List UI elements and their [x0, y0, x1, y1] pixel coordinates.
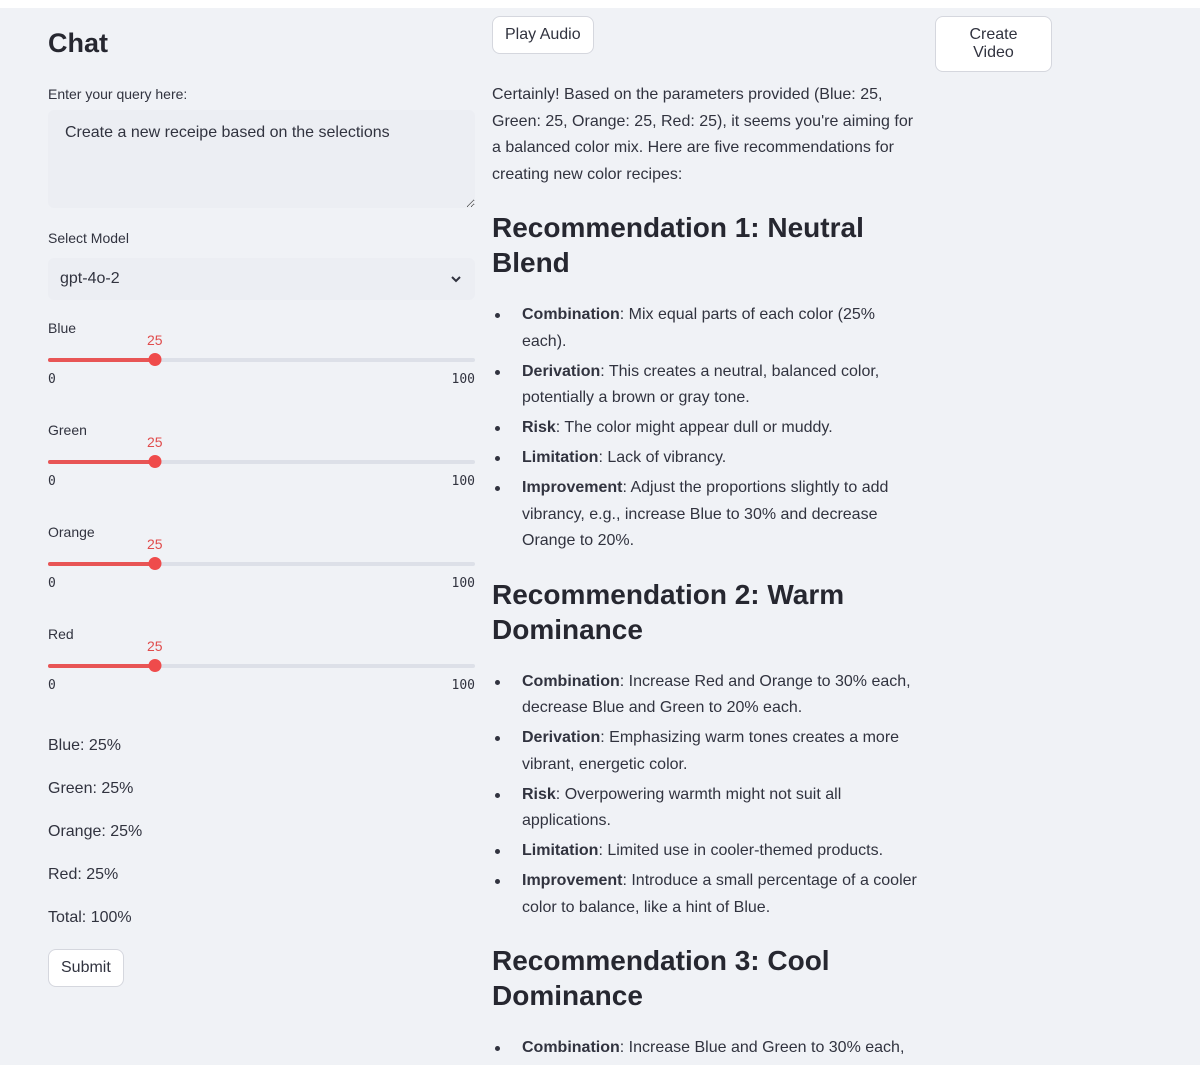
slider-label: Orange: [48, 524, 95, 540]
recommendation-list: [492, 302, 922, 555]
item-text: : Introduce a small percentage of a cooler color to balance, like a hint of Blue.: [522, 872, 917, 916]
stat-line: Orange: 25%: [48, 823, 143, 840]
slider-value: 25: [146, 638, 163, 654]
list-item: [492, 725, 922, 778]
item-text: : Emphasizing warm tones creates a more vibrant, energetic color.: [522, 729, 900, 773]
recommendations: [492, 210, 922, 1062]
model-value: gpt-4o-2: [60, 270, 120, 287]
item-term: Improvement: [522, 872, 623, 889]
item-text: : This creates a neutral, balanced color, potentially a brown or gray tone.: [522, 362, 880, 406]
response-panel: [492, 8, 1018, 1065]
top-bar: [0, 0, 1200, 8]
slider-fill: [48, 460, 155, 464]
list-item: [492, 669, 922, 722]
item-term: Risk: [522, 785, 556, 803]
slider-red[interactable]: [48, 626, 475, 728]
recommendation-title: Recommendation 1: Neutral Blend: [492, 212, 864, 278]
model-select[interactable]: [48, 258, 475, 300]
item-term: Combination: [522, 306, 620, 323]
slider-max: 100: [451, 678, 475, 693]
item-text: : The color might appear dull or muddy.: [555, 419, 833, 436]
model-label: Select Model: [48, 230, 129, 246]
slider-track[interactable]: [48, 562, 475, 566]
slider-min: 0: [48, 678, 56, 693]
slider-fill: [48, 664, 155, 668]
item-term: Improvement: [522, 479, 623, 496]
item-term: Risk: [522, 419, 556, 436]
submit-button[interactable]: Submit: [48, 949, 124, 987]
list-item: [492, 475, 922, 555]
item-text: : Mix equal parts of each color (25% each).: [522, 306, 875, 350]
item-term: Limitation: [522, 449, 599, 466]
stat-line: Red: 25%: [48, 866, 119, 883]
slider-max: 100: [451, 474, 475, 489]
slider-fill: [48, 358, 155, 362]
slider-thumb[interactable]: [148, 659, 161, 672]
recommendation-title: Recommendation 3: Cool Dominance: [492, 945, 830, 1011]
slider-fill: [48, 562, 155, 566]
page-title: Chat: [48, 28, 108, 58]
slider-value: 25: [146, 536, 163, 552]
item-text: : Increase Blue and Green to 30% each,: [619, 1039, 905, 1056]
list-item: [492, 415, 922, 442]
list-item: [492, 359, 922, 412]
item-term: Combination: [522, 672, 620, 690]
chat-panel: [48, 8, 475, 987]
item-text: : Overpowering warmth might not suit all applications.: [522, 785, 842, 829]
slider-min: 0: [48, 372, 56, 387]
item-text: : Adjust the proportions slightly to add vibrancy, e.g., increase Blue to 30% and decrease Orange to 20%.: [522, 479, 889, 549]
play-audio-button[interactable]: Play Audio: [492, 16, 594, 54]
slider-value: 25: [146, 434, 163, 450]
slider-thumb[interactable]: [148, 557, 161, 570]
slider-track[interactable]: [48, 358, 475, 362]
item-term: Derivation: [522, 729, 601, 746]
slider-max: 100: [451, 576, 475, 591]
slider-min: 0: [48, 474, 56, 489]
stat-line: Total: 100%: [48, 909, 132, 926]
list-item: [492, 782, 922, 835]
slider-thumb[interactable]: [148, 455, 161, 468]
chevron-down-icon: [449, 272, 463, 286]
item-term: Derivation: [522, 362, 601, 380]
list-item: [492, 838, 922, 865]
recommendation-list: [492, 669, 922, 922]
stats: [48, 736, 475, 951]
list-item: [492, 445, 922, 472]
slider-green[interactable]: [48, 422, 475, 524]
slider-thumb[interactable]: [148, 353, 161, 366]
item-text: : Lack of vibrancy.: [598, 449, 727, 466]
recommendation-title: Recommendation 2: Warm Dominance: [492, 578, 845, 645]
slider-blue[interactable]: [48, 320, 475, 422]
query-label: Enter your query here:: [48, 86, 188, 102]
item-term: Combination: [522, 1039, 620, 1056]
slider-label: Green: [48, 422, 87, 438]
query-input[interactable]: [48, 110, 475, 208]
response-intro: Certainly! Based on the parameters provided (Blue: 25, Green: 25, Orange: 25, Red: 25), it seems you're aiming for a balanced color mix. Here are five recommendations for creating new color recipes:: [492, 86, 914, 183]
sliders: [48, 320, 475, 728]
recommendation-list: [492, 1035, 922, 1062]
slider-max: 100: [451, 372, 475, 387]
stat-line: Blue: 25%: [48, 737, 121, 754]
slider-track[interactable]: [48, 460, 475, 464]
list-item: [492, 868, 922, 921]
slider-value: 25: [146, 332, 163, 348]
item-text: : Limited use in cooler-themed products.: [598, 842, 884, 859]
item-text: : Increase Red and Orange to 30% each, decrease Blue and Green to 20% each.: [522, 672, 911, 716]
list-item: [492, 1035, 922, 1062]
create-video-button[interactable]: Create Video: [935, 16, 1052, 72]
stat-line: Green: 25%: [48, 780, 134, 797]
list-item: [492, 302, 922, 355]
item-term: Limitation: [522, 842, 599, 859]
slider-track[interactable]: [48, 664, 475, 668]
slider-label: Blue: [48, 320, 77, 336]
slider-label: Red: [48, 626, 74, 642]
slider-min: 0: [48, 576, 56, 591]
slider-orange[interactable]: [48, 524, 475, 626]
